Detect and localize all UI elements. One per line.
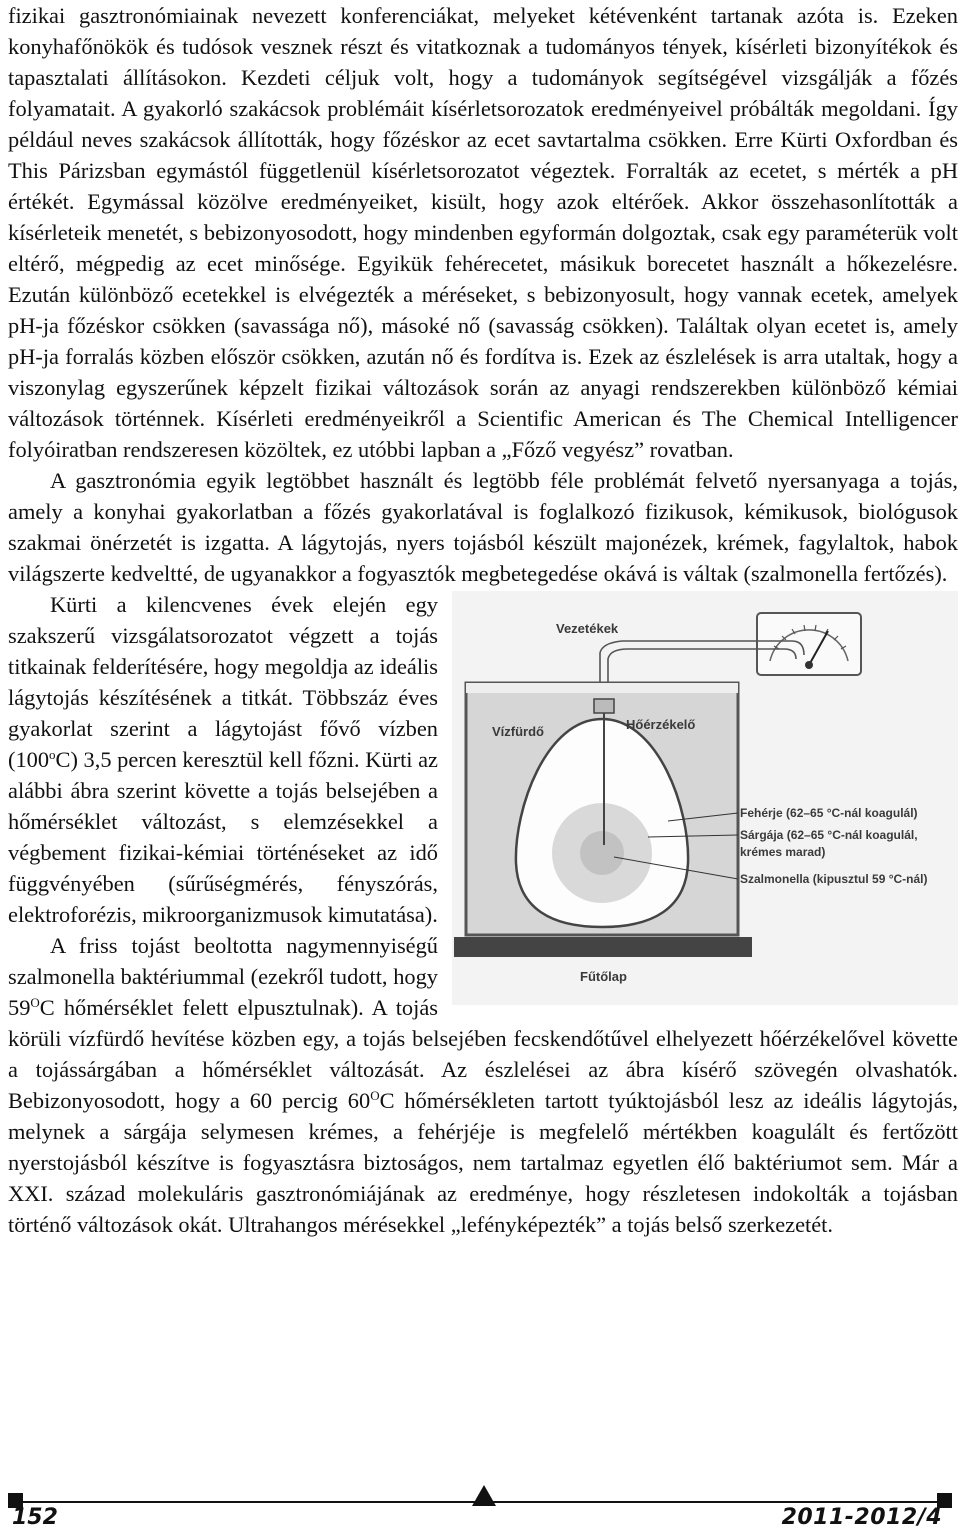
label-heating-plate: Fűtőlap <box>580 969 627 984</box>
label-wires: Vezetékek <box>556 621 619 636</box>
label-water-bath: Vízfürdő <box>492 724 544 739</box>
egg-diagram <box>452 591 958 1005</box>
paragraph-2: A gasztronómia egyik legtöbbet használt és legtöbb féle problémát felvető nyersanyaga a tojás, amely a konyhai gyakorlatban a főzés gyakorlatával is foglalkozó fizikusok, kémikusok, biológusok szakmai önérzetét is izgatta. A lágytojás, nyers tojásból készült majonézek, krémek, fagylaltok, habok világszerte kedveltté, de ugyanakkor a fogyasztók megbetegedése okává is váltak (szalmonella fertőzés). <box>8 468 958 586</box>
article-body <box>8 0 958 1240</box>
label-yolk-line-1: Sárgája (62–65 °C-nál koagulál, <box>740 828 918 842</box>
label-salmonella: Szalmonella (kipusztul 59 °C-nál) <box>740 872 928 886</box>
paragraph-4-text-a: A friss tojást beoltotta nagymennyiségű szalmonella baktériummal (ezekről tudott, hogy 59 <box>8 933 438 1020</box>
label-egg-white: Fehérje (62–65 °C-nál koagulál) <box>740 806 918 820</box>
paragraph-3-text-b: C) 3,5 percen keresztül kell főzni. Kürti az alábbi ábra szerint követte a tojás belsejében a hőmérséklet változást, s elemzésekkel a végbement fizikai-kémiai történéseket az idő függvényében (sűrűségmérés, fényszórás, elektroforézis, mikroorganizmusok kimutatása). <box>8 747 438 927</box>
paragraph-4-text-b: C hőmérséklet felett elpusztulnak). A tojás körüli vízfürdő hevítése közben egy, a tojás belsejében fecskendőtűvel elhelyezett hőérzékelővel követte a tojássárgában a hőmérséklet változását. Az észlelései az ábra kísérő szövegén olvashatók. Bebizonyosodott, hogy a 60 percig 60 <box>8 995 958 1113</box>
degree-mark: o <box>49 747 56 762</box>
label-yolk-line-2: krémes marad) <box>740 845 826 859</box>
page-footer <box>0 1484 960 1534</box>
degree-mark: O <box>30 995 40 1010</box>
label-heat-sensor: Hőérzékelő <box>626 717 696 732</box>
thermometer-gauge-icon <box>757 613 861 675</box>
degree-mark: O <box>370 1088 380 1103</box>
triangle-marker-icon <box>472 1485 496 1506</box>
heating-plate <box>454 937 752 957</box>
paragraph-4-text-c: C hőmérsékleten tartott tyúktojásból lesz az ideális lágytojás, melynek a sárgája selymesen krémes, a fehérjéje is megfelelő mértékben koagulált és fertőzött nyerstojásból készítve is fogyasztásra biztoságos, nem tartalmaz egyetlen élő baktériumot sem. Már a XXI. század molekuláris gasztronómiájának az eredménye, hogy részletesen indokolták a tojásban történő változások okát. Ultrahangos mérésekkel „lefényképezték” a tojás belső szerkezetét. <box>8 1088 959 1237</box>
page-number: 152 <box>12 1505 58 1530</box>
issue-number: 2011-2012/4 <box>781 1505 942 1530</box>
paragraph-3-text-a: Kürti a kilencvenes évek elején egy szakszerű vizsgálatsorozatot végzett a tojás titkainak felderítésére, hogy megoldja az ideális lágytojás készítésének a titkát. Többszáz éves gyakorlat szerint a lágytojást fővő vízben (100 <box>8 592 438 772</box>
egg-experiment-figure <box>452 591 958 1007</box>
yolk-core <box>580 831 624 875</box>
paragraph-1: fizikai gasztronómiainak nevezett konferenciákat, melyeket kétévenként tartanak azóta is. Ezeken konyhafőnökök és tudósok vesznek részt és vitatkoznak a tudományos tények, kísérleti bizonyítékok és tapasztalati állításokon. Kezdeti céljuk volt, hogy a tudományok segítségével vizsgálják a főzés folyamatait. A gyakorló szakácsok problémáit kísérletsorozatok eredményeivel próbálták megoldani. Így például neves szakácsok állították, hogy főzéskor az ecet savtartalma csökken. Erre Kürti Oxfordban és This Párizsban egymástól függetlenül kísérletsorozatot végeztek. Forralták az ecetet, s mérték a pH értékét. Egymással közölve eredményeiket, kisült, hogy azok eltérőek. Akkor összehasonlították a kísérleteik menetét, s bebizonyosodott, hogy mindenben egyformán dolgoztak, csak egy paraméterük volt eltérő, mégpedig az ecet minősége. Egyikük fehérecetet, másikuk borecetet használt a hőkezelésre. Ezután különböző ecetekkel is elvégezték a méréseket, s bebizonyosult, hogy vannak ecetek, amelyek pH-ja főzéskor csökken (savassága nő), másoké nő (savasság csökken). Találtak olyan ecetet is, amely pH-ja forralás közben először csökken, azután nő és fordítva is. Ezek az észlelések is arra utaltak, hogy a viszonylag egyszerűnek képzelt fizikai változások során az anyagi rendszerekben különböző kémiai változások történnek. Kísérleti eredményeikről a Scientific American és The Chemical Intelligencer folyóiratban rendszeresen közöltek, ez utóbbi lapban a „Főző vegyész” rovatban. <box>8 3 958 462</box>
